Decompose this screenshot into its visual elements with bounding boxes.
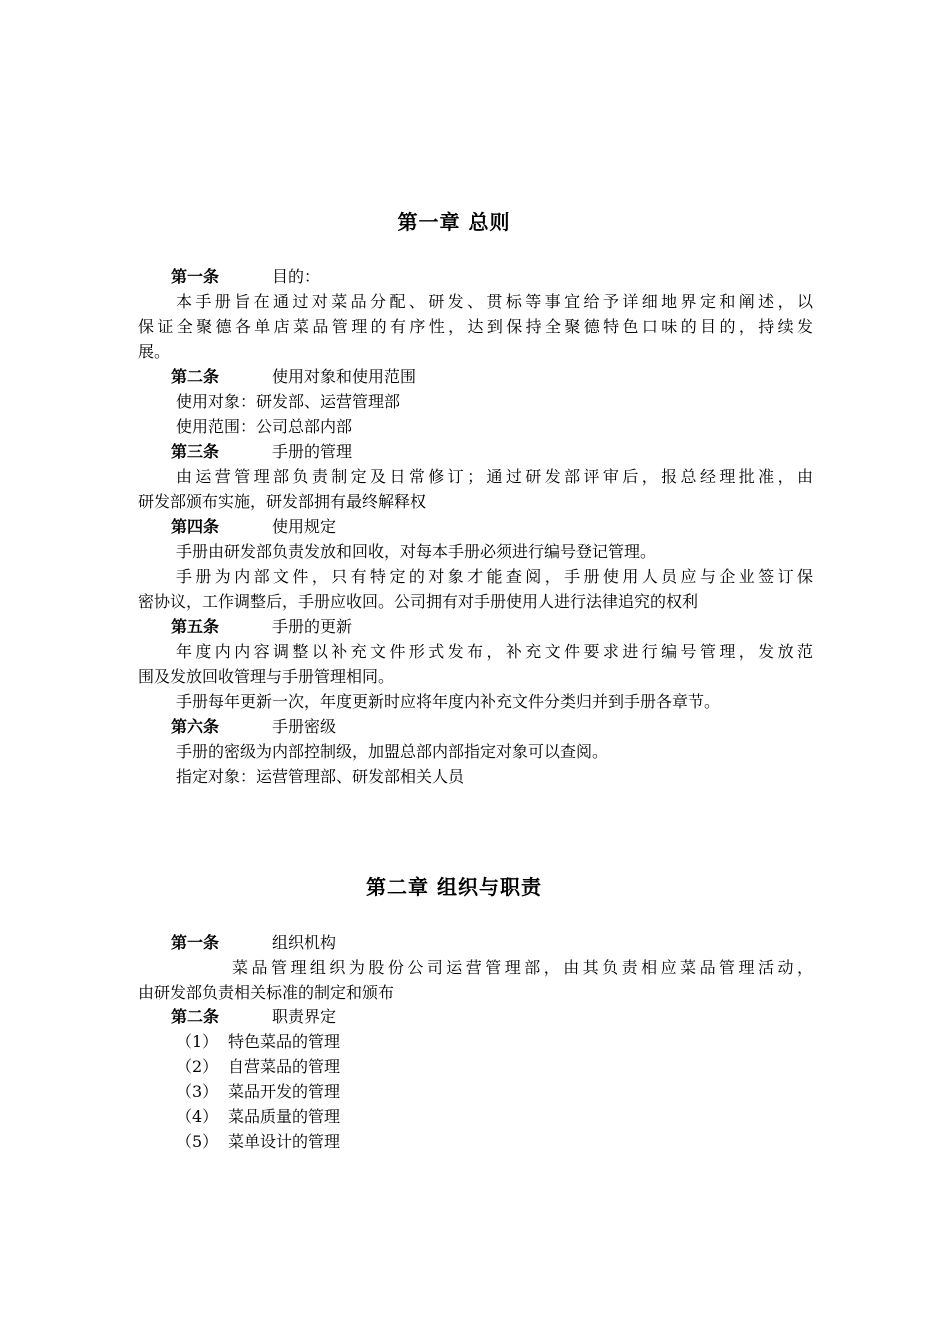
article-4-line-3: 密协议，工作调整后，手册应收回。公司拥有对手册使用人进行法律追究的权利 (138, 592, 699, 611)
article-1-label: 第一条 (171, 267, 220, 286)
article-5-label: 第五条 (171, 617, 220, 636)
article-1-line-1: 本手册旨在通过对菜品分配、研发、贯标等事宜给予详细地界定和阐述，以 (176, 292, 813, 311)
article-4-label: 第四条 (171, 517, 220, 536)
duty-item-1-number: （1） (176, 1032, 219, 1051)
article-5-line-3: 手册每年更新一次，年度更新时应将年度内补充文件分类归并到手册各章节。 (176, 692, 721, 711)
duty-item-4-text: 菜品质量的管理 (228, 1107, 341, 1126)
article-1-line-3: 展。 (138, 342, 171, 361)
ch2-article-1-label: 第一条 (171, 933, 220, 952)
article-6-title: 手册密级 (272, 717, 337, 736)
article-5-line-1: 年度内内容调整以补充文件形式发布，补充文件要求进行编号管理，发放范 (176, 642, 813, 661)
chapter-1-title: 第一章 总则 (397, 210, 511, 234)
article-1-title: 目的： (272, 267, 321, 286)
ch2-article-1-line-1: 菜品管理组织为股份公司运营管理部，由其负责相应菜品管理活动， (232, 958, 813, 977)
duty-item-5-number: （5） (176, 1132, 219, 1151)
chapter-2-title: 第二章 组织与职责 (366, 875, 542, 899)
ch2-article-2-title: 职责界定 (272, 1007, 337, 1026)
article-5-line-2: 围及发放回收管理与手册管理相同。 (138, 667, 395, 686)
article-3-label: 第三条 (171, 442, 220, 461)
ch2-article-1-title: 组织机构 (272, 933, 337, 952)
duty-item-3-text: 菜品开发的管理 (228, 1082, 341, 1101)
ch2-article-1-line-2: 由研发部负责相关标准的制定和颁布 (138, 983, 395, 1002)
article-6-label: 第六条 (171, 717, 220, 736)
article-2-title: 使用对象和使用范围 (272, 367, 417, 386)
article-4-line-1: 手册由研发部负责发放和回收，对每本手册必须进行编号登记管理。 (176, 542, 657, 561)
duty-item-5-text: 菜单设计的管理 (228, 1132, 341, 1151)
duty-item-3-number: （3） (176, 1082, 219, 1101)
article-3-line-2: 研发部颁布实施，研发部拥有最终解释权 (138, 492, 427, 511)
duty-item-2-text: 自营菜品的管理 (228, 1057, 341, 1076)
article-3-line-1: 由运营管理部负责制定及日常修订；通过研发部评审后，报总经理批准，由 (176, 467, 813, 486)
article-6-line-2: 指定对象：运营管理部、研发部相关人员 (176, 767, 465, 786)
duty-item-2-number: （2） (176, 1057, 219, 1076)
article-2-line-2: 使用范围：公司总部内部 (176, 417, 353, 436)
article-2-line-1: 使用对象：研发部、运营管理部 (176, 392, 401, 411)
ch2-article-2-label: 第二条 (171, 1007, 220, 1026)
article-1-line-2: 保证全聚德各单店菜品管理的有序性，达到保持全聚德特色口味的目的，持续发 (138, 317, 813, 336)
article-6-line-1: 手册的密级为内部控制级，加盟总部内部指定对象可以查阅。 (176, 742, 609, 761)
duty-item-4-number: （4） (176, 1107, 219, 1126)
article-5-title: 手册的更新 (272, 617, 353, 636)
article-2-label: 第二条 (171, 367, 220, 386)
article-4-title: 使用规定 (272, 517, 337, 536)
duty-item-1-text: 特色菜品的管理 (228, 1032, 341, 1051)
article-4-line-2: 手册为内部文件，只有特定的对象才能查阅，手册使用人员应与企业签订保 (176, 567, 813, 586)
article-3-title: 手册的管理 (272, 442, 353, 461)
